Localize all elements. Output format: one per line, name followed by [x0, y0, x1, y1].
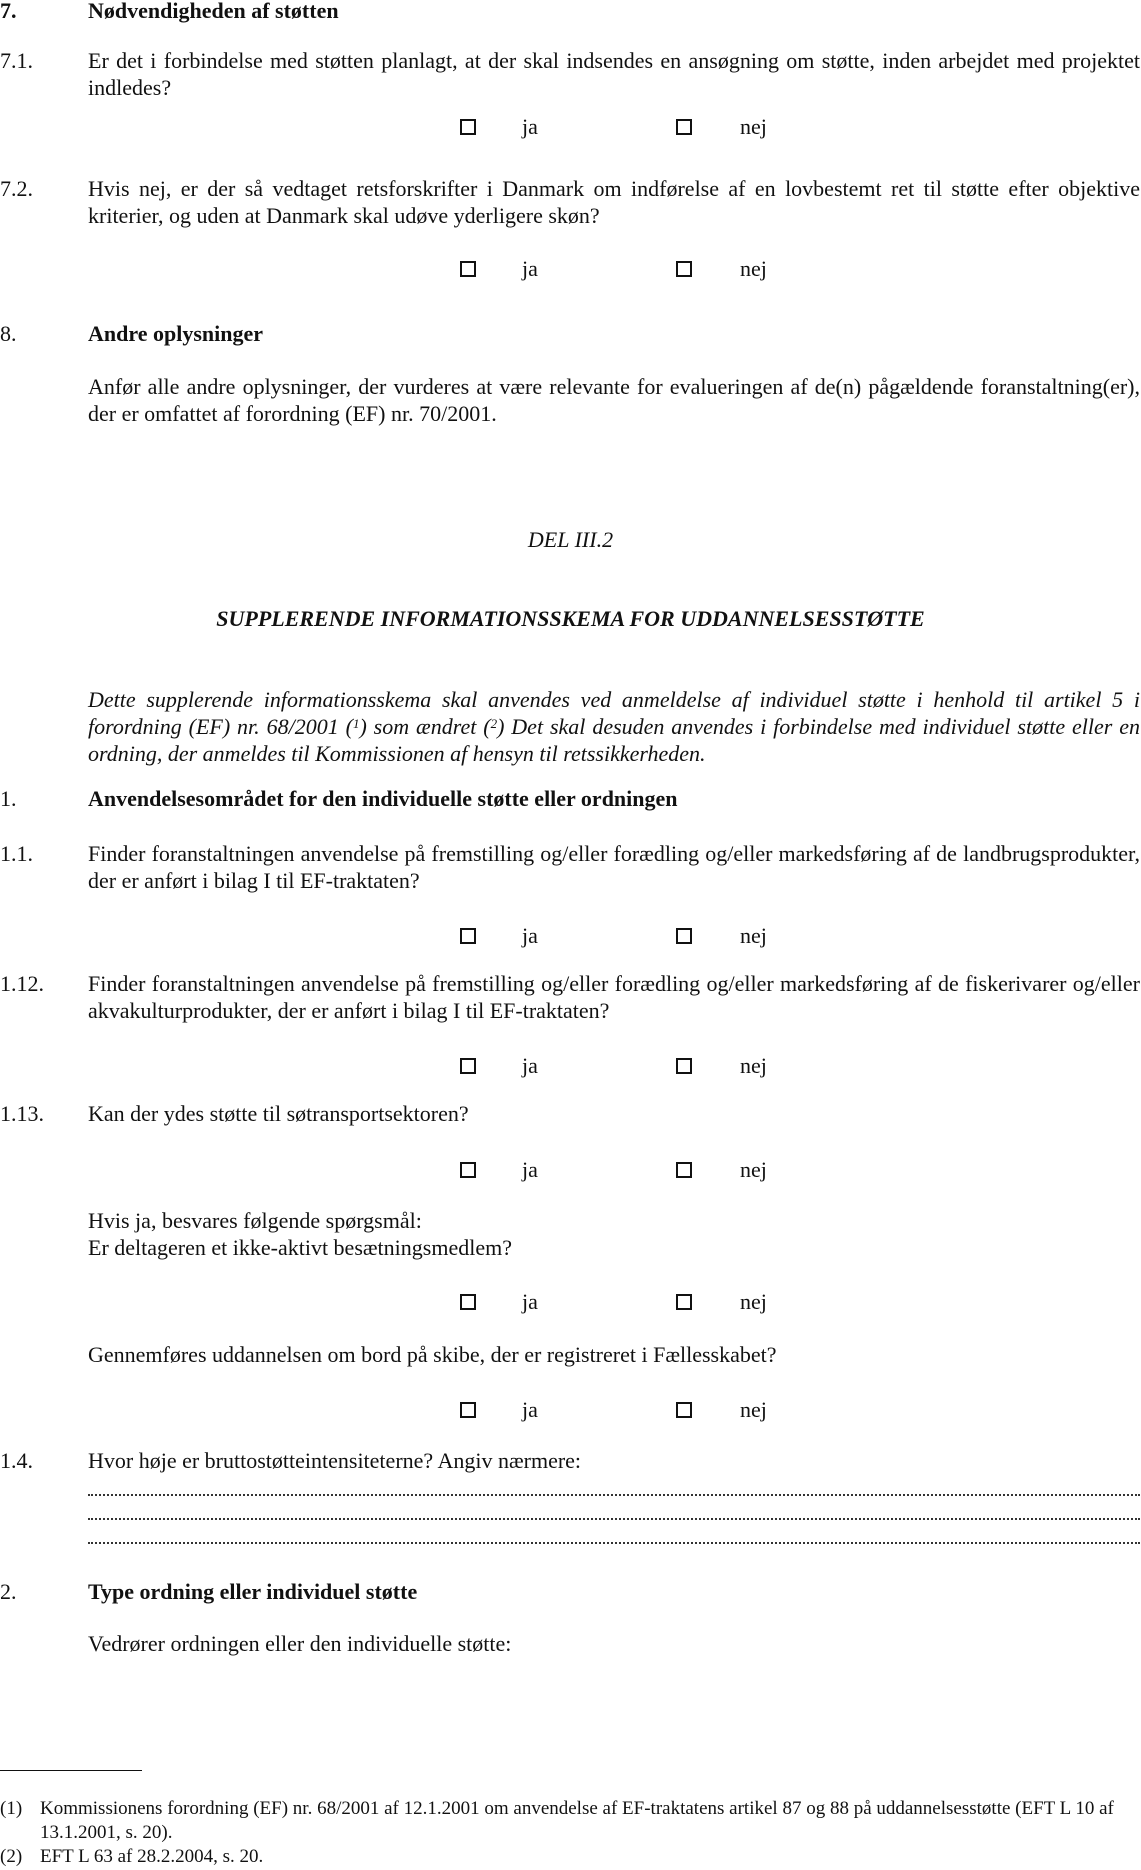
footnote-1-text: Kommissionens forordning (EF) nr. 68/2001 af 12.1.2001 om anvendelse af EF-traktatens artikel 87 og 88 på uddannelsesstøtte (EFT L 10 af 13.1.2001, s. 20).	[40, 1798, 1114, 1843]
checkbox-nej-7-2[interactable]	[676, 261, 692, 277]
question-1-1-text: Finder foranstaltningen anvendelse på fremstilling og/eller forædling og/eller markedsføring af de landbrugsprodukter, der er anført i bilag I til EF-traktaten?	[88, 841, 1140, 893]
question-1-4-text: Hvor høje er bruttostøtteintensiteterne? Angiv nærmere:	[88, 1448, 582, 1473]
section-1-title: Anvendelsesområdet for den individuelle støtte eller ordningen	[88, 786, 678, 811]
label-ja: ja	[522, 1157, 538, 1182]
label-nej: nej	[740, 1289, 767, 1314]
label-ja: ja	[522, 1053, 538, 1078]
question-1-13-number: 1.13.	[0, 1101, 44, 1126]
answer-7-2	[460, 255, 880, 285]
question-1-12-number: 1.12.	[0, 971, 44, 996]
question-1-1-number: 1.1.	[0, 841, 33, 866]
answer-member	[460, 1288, 880, 1318]
part-label: DEL III.2	[527, 527, 614, 552]
if-yes-text: Hvis ja, besvares følgende spørgsmål:	[88, 1208, 422, 1233]
label-nej: nej	[740, 1157, 767, 1182]
question-1-13-text: Kan der ydes støtte til søtransportsektoren?	[88, 1101, 469, 1126]
question-7-2-text: Hvis nej, er der så vedtaget retsforskrifter i Danmark om indførelse af en lovbestemt ret til støtte efter objektive kriterier, og uden at Danmark skal udøve yderligere skøn?	[88, 176, 1140, 228]
answer-1-1	[460, 922, 880, 952]
checkbox-nej-member[interactable]	[676, 1294, 692, 1310]
checkbox-ja-7-1[interactable]	[460, 119, 476, 135]
section-1-number: 1.	[0, 786, 17, 811]
section-7-title: Nødvendigheden af støtten	[88, 0, 339, 23]
label-ja: ja	[522, 923, 538, 948]
question-board-text: Gennemføres uddannelsen om bord på skibe, der er registreret i Fællesskabet?	[88, 1342, 777, 1367]
checkbox-nej-1-13[interactable]	[676, 1162, 692, 1178]
checkbox-ja-1-1[interactable]	[460, 928, 476, 944]
question-1-12-text: Finder foranstaltningen anvendelse på fremstilling og/eller forædling og/eller markedsføring af de fiskerivarer og/eller akvakulturprodukter, der er anført i bilag I til EF-traktaten?	[88, 971, 1140, 1023]
answer-board	[460, 1396, 880, 1426]
footnote-separator	[0, 1770, 142, 1771]
answer-1-12	[460, 1052, 880, 1082]
checkbox-nej-7-1[interactable]	[676, 119, 692, 135]
question-7-1-text: Er det i forbindelse med støtten planlagt, at der skal indsendes en ansøgning om støtte, inden arbejdet med projektet indledes?	[88, 48, 1140, 100]
answer-line-3[interactable]	[88, 1542, 1140, 1544]
checkbox-nej-1-12[interactable]	[676, 1058, 692, 1074]
question-7-1-number: 7.1.	[0, 48, 33, 73]
checkbox-ja-1-13[interactable]	[460, 1162, 476, 1178]
section-8-text: Anfør alle andre oplysninger, der vurderes at være relevante for evalueringen af de(n) pågældende foranstaltning(er), der er omfattet af forordning (EF) nr. 70/2001.	[88, 374, 1140, 426]
checkbox-ja-1-12[interactable]	[460, 1058, 476, 1074]
footnote-2-mark: (2)	[0, 1846, 23, 1867]
section-2-text: Vedrører ordningen eller den individuelle støtte:	[88, 1631, 512, 1656]
footnote-ref-1[interactable]: 1	[352, 716, 360, 731]
label-nej: nej	[740, 1397, 767, 1422]
question-1-4-number: 1.4.	[0, 1448, 33, 1473]
section-2-title: Type ordning eller individuel støtte	[88, 1579, 418, 1604]
section-7-number: 7.	[0, 0, 17, 23]
footnote-ref-2[interactable]: 2	[490, 716, 498, 731]
label-nej: nej	[740, 1053, 767, 1078]
section-8-title: Andre oplysninger	[88, 321, 264, 346]
answer-7-1	[460, 113, 880, 143]
answer-line-2[interactable]	[88, 1518, 1140, 1520]
answer-line-1[interactable]	[88, 1494, 1140, 1496]
section-8-number: 8.	[0, 321, 17, 346]
checkbox-nej-board[interactable]	[676, 1402, 692, 1418]
section-2-number: 2.	[0, 1579, 17, 1604]
label-nej: nej	[740, 114, 767, 139]
answer-1-13	[460, 1156, 880, 1186]
checkbox-nej-1-1[interactable]	[676, 928, 692, 944]
part-intro: Dette supplerende informationsskema skal anvendes ved anmeldelse af individuel støtte i henhold til artikel 5 i forordning (EF) nr. 68/2001 ($^1$) som ændret ($^2$) Det skal desuden anvendes i forbindelse med individuel støtte eller en ordning, der anmeldes til Kommissionen af hensyn til retssikkerheden.	[88, 687, 1140, 766]
checkbox-ja-board[interactable]	[460, 1402, 476, 1418]
footnote-1-mark: (1)	[0, 1798, 23, 1819]
label-ja: ja	[522, 256, 538, 281]
question-member-text: Er deltageren et ikke-aktivt besætningsmedlem?	[88, 1235, 512, 1260]
label-ja: ja	[522, 1397, 538, 1422]
checkbox-ja-member[interactable]	[460, 1294, 476, 1310]
footnote-2-text: EFT L 63 af 28.2.2004, s. 20.	[40, 1846, 264, 1867]
checkbox-ja-7-2[interactable]	[460, 261, 476, 277]
label-ja: ja	[522, 1289, 538, 1314]
label-ja: ja	[522, 114, 538, 139]
label-nej: nej	[740, 923, 767, 948]
question-7-2-number: 7.2.	[0, 176, 33, 201]
label-nej: nej	[740, 256, 767, 281]
part-heading: SUPPLERENDE INFORMATIONSSKEMA FOR UDDANNELSESSTØTTE	[216, 606, 925, 631]
